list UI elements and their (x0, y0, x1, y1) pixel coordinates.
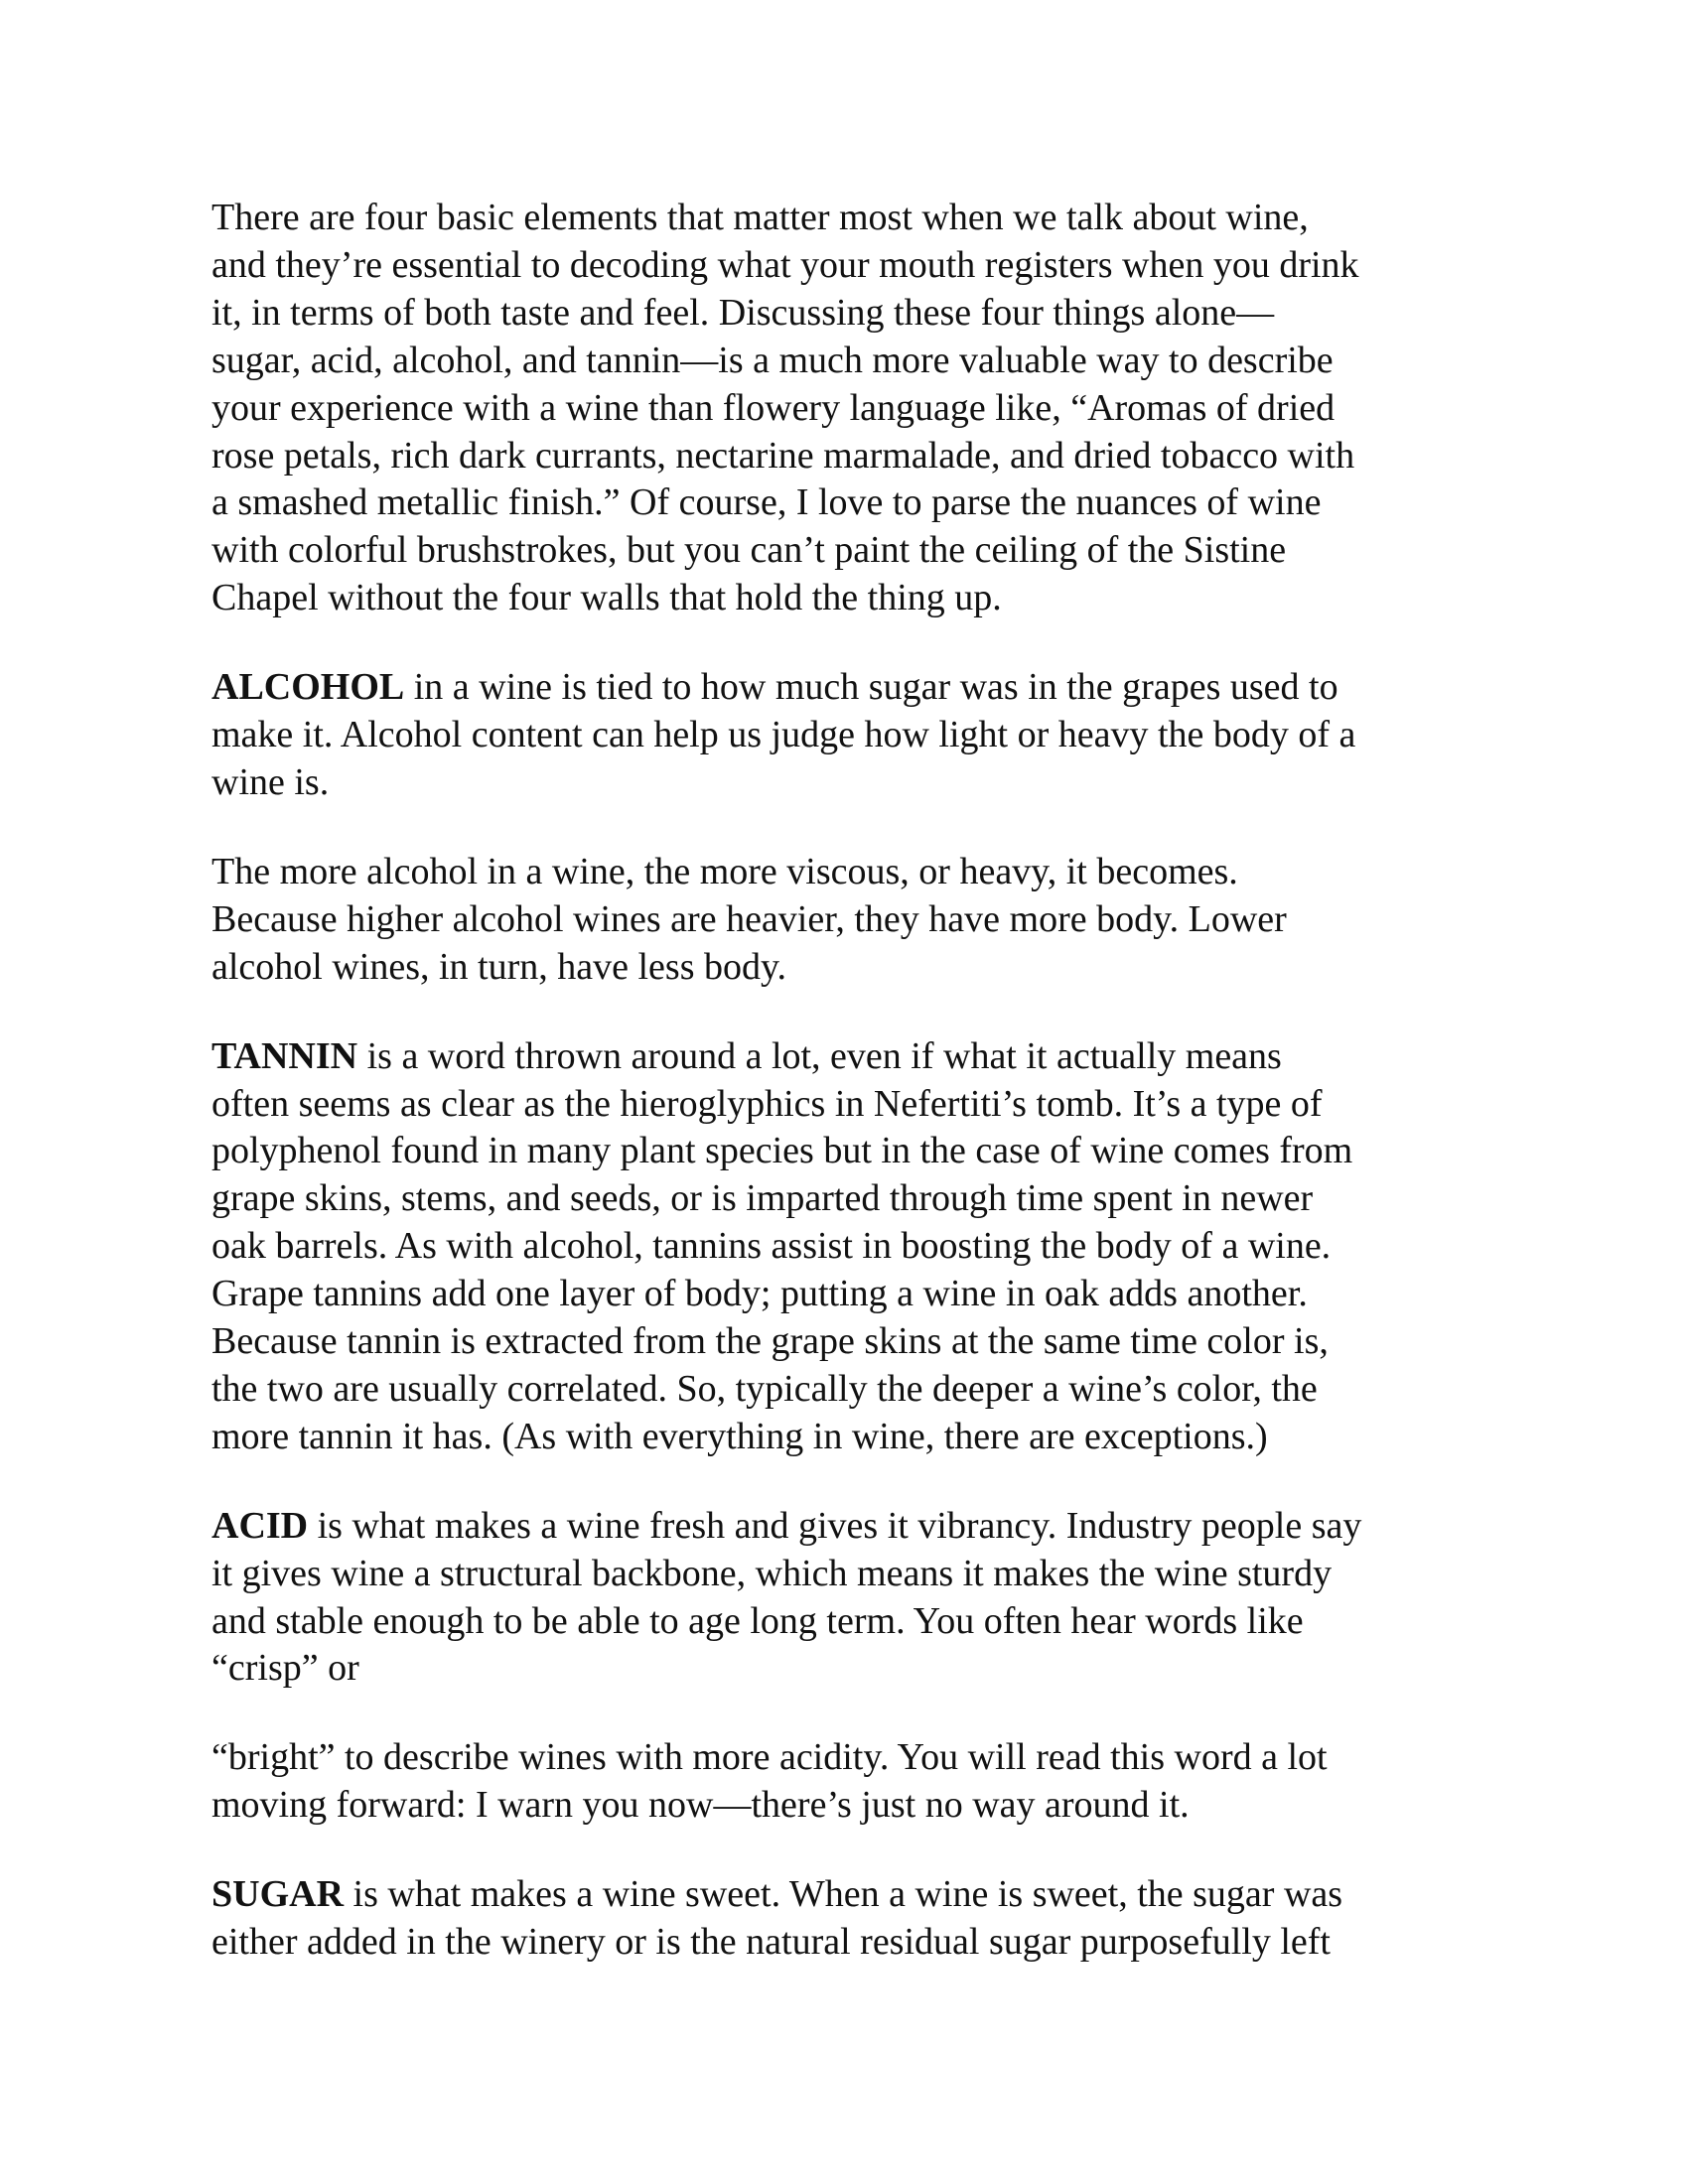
text-run: in a wine is tied to how much sugar was in the grapes used to (404, 666, 1338, 709)
body-text (211, 195, 1502, 2008)
text-line: Because higher alcohol wines are heavier, they have more body. Lower (211, 897, 1287, 940)
text-line: alcohol wines, in turn, have less body. (211, 945, 787, 988)
paragraph-acid-continued (211, 1734, 1502, 1830)
text-line: the two are usually correlated. So, typically the deeper a wine’s color, the (211, 1367, 1318, 1410)
paragraph-intro (211, 195, 1502, 622)
text-line: and stable enough to be able to age long term. You often hear words like (211, 1599, 1304, 1642)
text-line: sugar, acid, alcohol, and tannin—is a much more valuable way to describe (211, 339, 1334, 381)
text-line: Chapel without the four walls that hold the thing up. (211, 577, 1002, 619)
text-line: polyphenol found in many plant species but in the case of wine comes from (211, 1130, 1353, 1172)
text-line (211, 1871, 1502, 1919)
text-line: oak barrels. As with alcohol, tannins assist in boosting the body of a wine. (211, 1225, 1332, 1268)
text-line: rose petals, rich dark currants, nectarine marmalade, and dried tobacco with (211, 434, 1355, 477)
term-alcohol: ALCOHOL (211, 666, 405, 709)
text-line: it gives wine a structural backbone, which means it makes the wine sturdy (211, 1552, 1333, 1594)
text-run: is what makes a wine fresh and gives it vibrancy. Industry people say (308, 1504, 1362, 1547)
paragraph-tannin (211, 1033, 1502, 1461)
text-line: and they’re essential to decoding what your mouth registers when you drink (211, 243, 1359, 286)
text-line: The more alcohol in a wine, the more viscous, or heavy, it becomes. (211, 850, 1238, 892)
text-line: moving forward: I warn you now—there’s just no way around it. (211, 1784, 1190, 1827)
text-line: make it. Alcohol content can help us judge how light or heavy the body of a (211, 714, 1356, 756)
paragraph-alcohol (211, 664, 1502, 807)
text-line: a smashed metallic finish.” Of course, I love to parse the nuances of wine (211, 481, 1322, 524)
term-sugar: SUGAR (211, 1873, 345, 1916)
text-line: “bright” to describe wines with more acidity. You will read this word a lot (211, 1736, 1328, 1779)
text-line: more tannin it has. (As with everything in wine, there are exceptions.) (211, 1415, 1268, 1457)
text-run: is what makes a wine sweet. When a wine is sweet, the sugar was (344, 1873, 1343, 1916)
text-line (211, 664, 1502, 712)
text-line: Grape tannins add one layer of body; putting a wine in oak adds another. (211, 1273, 1308, 1315)
term-acid: ACID (211, 1504, 309, 1547)
paragraph-alcohol-body (211, 849, 1502, 992)
text-line: with colorful brushstrokes, but you can’t paint the ceiling of the Sistine (211, 529, 1287, 572)
term-tannin: TANNIN (211, 1034, 358, 1077)
text-line: your experience with a wine than flowery language like, “Aromas of dried (211, 386, 1336, 429)
text-line: often seems as clear as the hieroglyphics in Nefertiti’s tomb. It’s a type of (211, 1082, 1323, 1125)
paragraph-acid (211, 1503, 1502, 1694)
text-line: grape skins, stems, and seeds, or is imparted through time spent in newer (211, 1177, 1314, 1220)
text-line: either added in the winery or is the natural residual sugar purposefully left (211, 1921, 1331, 1964)
text-run: is a word thrown around a lot, even if what it actually means (357, 1034, 1282, 1077)
text-line: it, in terms of both taste and feel. Discussing these four things alone— (211, 291, 1275, 334)
text-line (211, 1503, 1502, 1551)
paragraph-sugar (211, 1871, 1502, 1967)
text-line: “crisp” or (211, 1647, 359, 1690)
text-line (211, 1033, 1502, 1081)
text-line: There are four basic elements that matter most when we talk about wine, (211, 197, 1309, 238)
text-line: Because tannin is extracted from the grape skins at the same time color is, (211, 1320, 1329, 1363)
text-line: wine is. (211, 760, 330, 803)
